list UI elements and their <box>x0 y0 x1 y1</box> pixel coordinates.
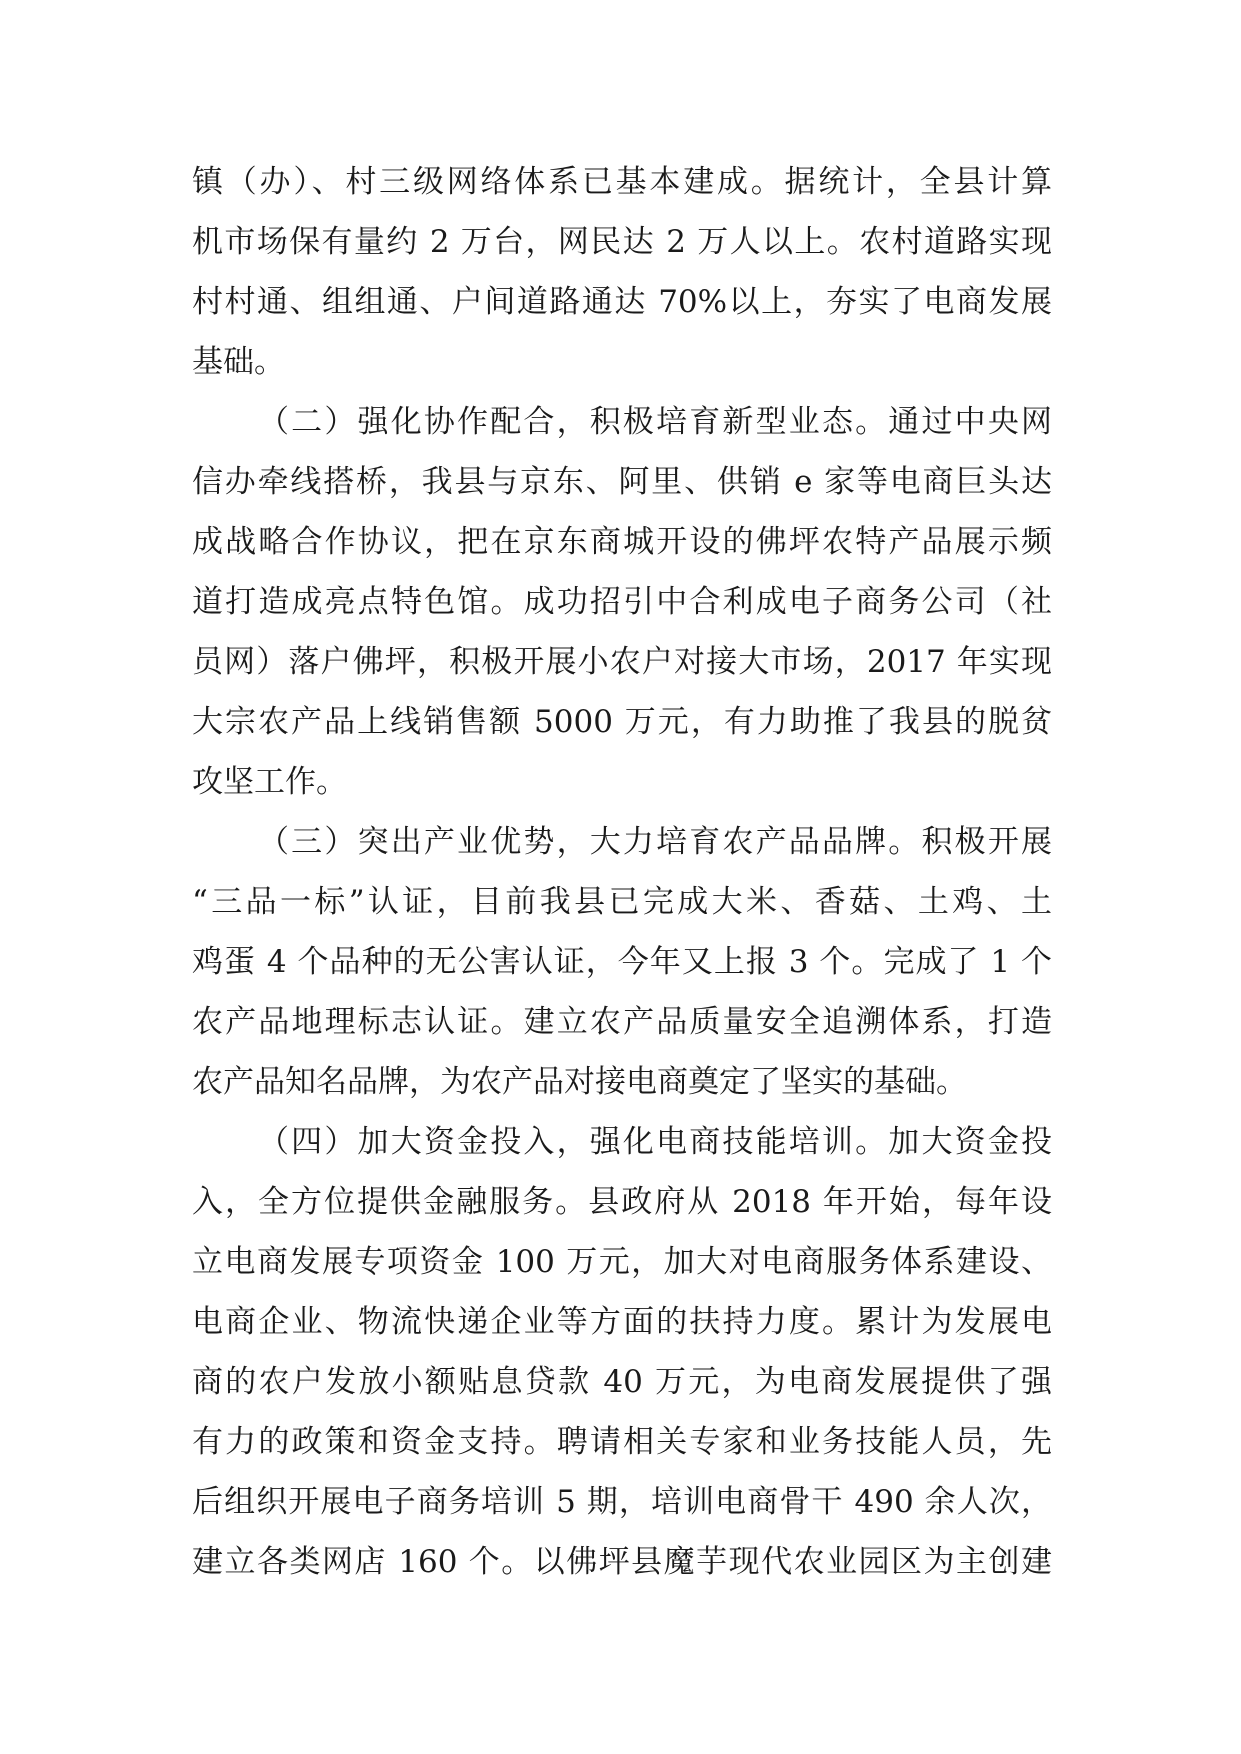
paragraph-3 <box>192 812 1052 1112</box>
text-line: 建立各类网店 160 个。以佛坪县魔芋现代农业园区为主创建 <box>192 1544 1052 1580</box>
text-line: 有力的政策和资金支持。聘请相关专家和业务技能人员，先 <box>192 1424 1052 1460</box>
text-line: 入，全方位提供金融服务。县政府从 2018 年开始，每年设 <box>192 1184 1052 1220</box>
text-line: 机市场保有量约 2 万台，网民达 2 万人以上。农村道路实现 <box>192 224 1052 260</box>
text-line: 攻坚工作。 <box>192 764 347 800</box>
text-line: 农产品知名品牌，为农产品对接电商奠定了坚实的基础。 <box>192 1064 967 1100</box>
paragraph-4 <box>192 1112 1052 1592</box>
text-line: （四）加大资金投入，强化电商技能培训。加大资金投 <box>258 1124 1052 1160</box>
text-line: 基础。 <box>192 344 285 380</box>
text-line: （三）突出产业优势，大力培育农产品品牌。积极开展 <box>258 824 1052 860</box>
text-line: 电商企业、物流快递企业等方面的扶持力度。累计为发展电 <box>192 1304 1052 1340</box>
document-body <box>192 152 1052 1592</box>
text-line: 员网）落户佛坪，积极开展小农户对接大市场，2017 年实现 <box>192 644 1052 680</box>
paragraph-2 <box>192 392 1052 812</box>
paragraph-1 <box>192 152 1052 392</box>
text-line: “三品一标”认证，目前我县已完成大米、香菇、土鸡、土 <box>192 884 1052 920</box>
text-line: 信办牵线搭桥，我县与京东、阿里、供销 e 家等电商巨头达 <box>192 464 1052 500</box>
text-line: 农产品地理标志认证。建立农产品质量安全追溯体系，打造 <box>192 1004 1052 1040</box>
text-line: （二）强化协作配合，积极培育新型业态。通过中央网 <box>258 404 1052 440</box>
text-line: 后组织开展电子商务培训 5 期，培训电商骨干 490 余人次， <box>192 1484 1052 1520</box>
text-line: 镇（办）、村三级网络体系已基本建成。据统计，全县计算 <box>192 164 1052 200</box>
text-line: 成战略合作协议，把在京东商城开设的佛坪农特产品展示频 <box>192 524 1052 560</box>
text-line: 道打造成亮点特色馆。成功招引中合利成电子商务公司（社 <box>192 584 1052 620</box>
text-line: 商的农户发放小额贴息贷款 40 万元，为电商发展提供了强 <box>192 1364 1052 1400</box>
text-line: 大宗农产品上线销售额 5000 万元，有力助推了我县的脱贫 <box>192 704 1052 740</box>
text-line: 鸡蛋 4 个品种的无公害认证，今年又上报 3 个。完成了 1 个 <box>192 944 1052 980</box>
text-line: 立电商发展专项资金 100 万元，加大对电商服务体系建设、 <box>192 1244 1052 1280</box>
text-line: 村村通、组组通、户间道路通达 70%以上，夯实了电商发展 <box>192 284 1052 320</box>
